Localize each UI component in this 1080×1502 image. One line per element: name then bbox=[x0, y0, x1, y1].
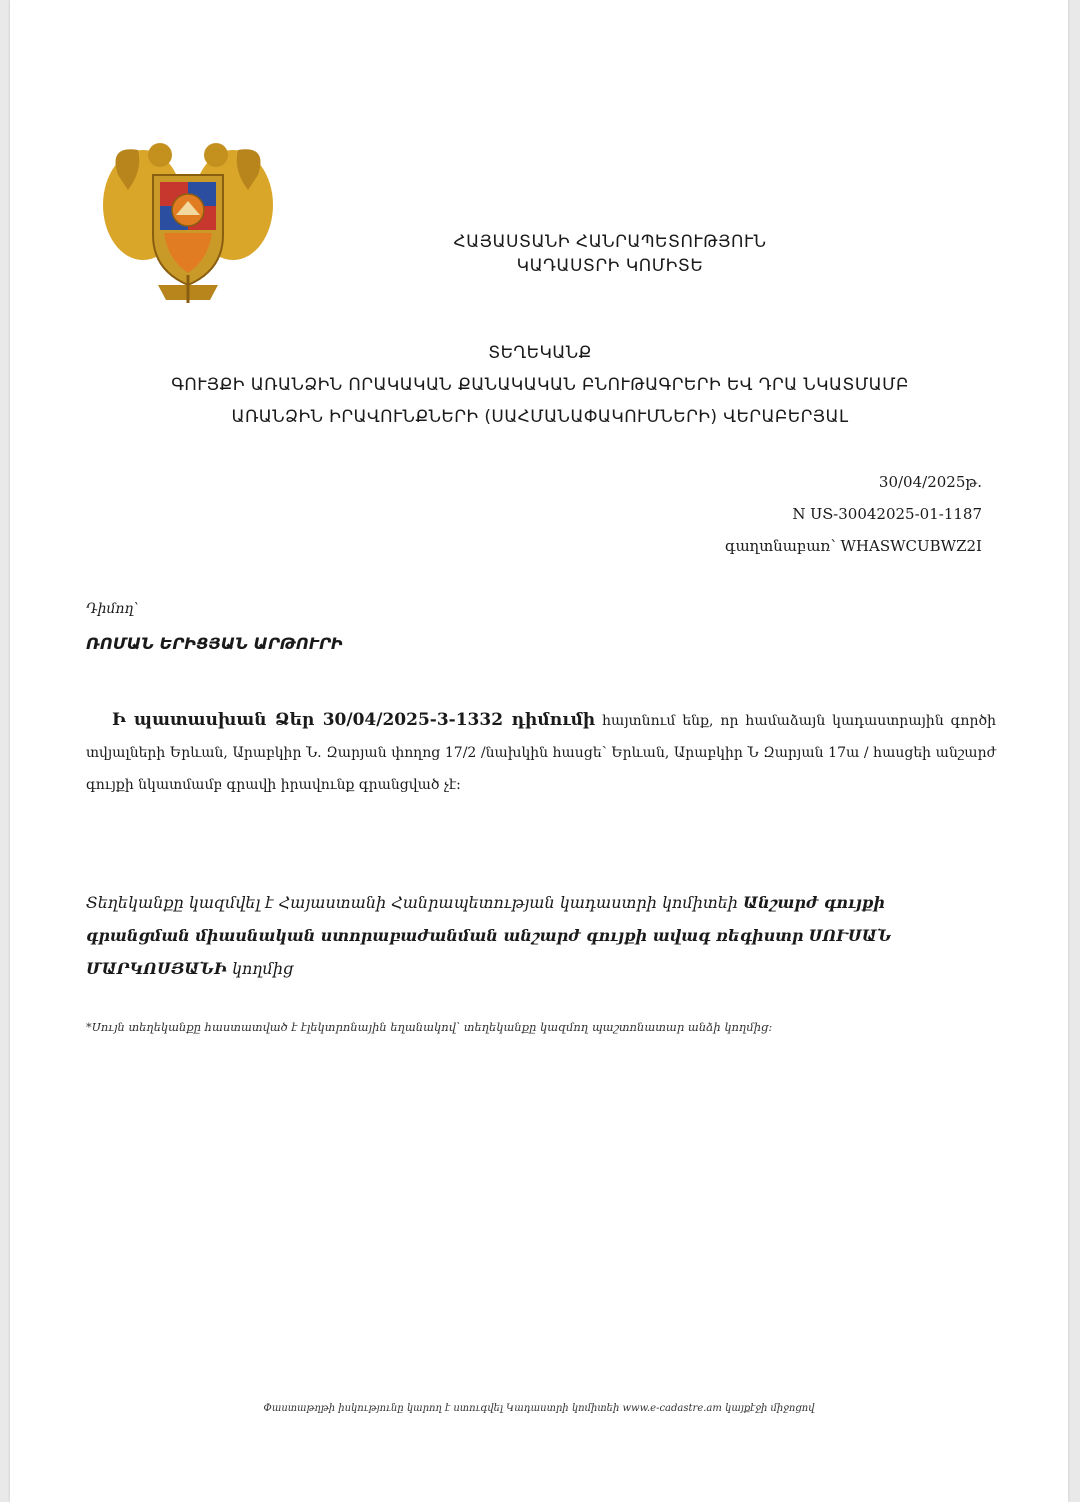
issued-tail: կողմից bbox=[231, 959, 294, 978]
doc-number: N ՍՏ-30042025-01-1187 bbox=[792, 505, 982, 523]
body-text: հայտնում ենք, որ համաձայն կադաստրային գործի տվյալների Երևան, Արաբկիր Ն. Զարյան փողոց 17/2 /նախկին հասցե՝ Երևան, Արաբկիր Ն Զարյան 17ա / հասցեի անշարժ գույքի նկատմամբ գրավի իրավունք գրանցված չէ: bbox=[86, 713, 996, 793]
issued-by-paragraph bbox=[86, 886, 986, 985]
document-page bbox=[10, 0, 1068, 1502]
recipient-name: ՌՈՄԱՆ ԵՐԻՑՅԱՆ ԱՐԹՈՒՐԻ bbox=[86, 634, 343, 653]
doc-password: գաղտնաբառ՝ WHASWCUBWZ2I bbox=[725, 537, 982, 555]
org-name-line2: ԿԱԴԱՍՏՐԻ ԿՈՄԻՏԵ bbox=[516, 256, 704, 276]
recipient-label: Դիմող՝ bbox=[86, 601, 139, 617]
doc-title: ՏԵՂԵԿԱՆՔ bbox=[488, 343, 592, 363]
issued-officer: ՍՈՒՍԱՆ ՄԱՐԿՈՍՅԱՆԻ bbox=[86, 926, 892, 978]
electronic-approval-note: *Սույն տեղեկանքը հաստատված է էլեկտրոնային եղանակով՝ տեղեկանքը կազմող պաշտոնատար անձի կողմից: bbox=[86, 1020, 773, 1034]
body-paragraph bbox=[86, 704, 996, 801]
body-lead: Ի պատասխան Ձեր 30/04/2025-3-1332 դիմումի bbox=[112, 710, 596, 730]
issued-unit: Անշարժ գույքի գրանցման միասնական ստորաբաժանման անշարժ գույքի ավագ ռեգիստր bbox=[86, 893, 886, 945]
doc-date: 30/04/2025թ. bbox=[878, 473, 982, 491]
doc-subtitle-line2: ԱՌԱՆՁԻՆ ԻՐԱՎՈՒՆՔՆԵՐԻ (ՍԱՀՄԱՆԱՓԱԿՈՒՄՆԵՐԻ) ՎԵՐԱԲԵՐՅԱԼ bbox=[231, 407, 849, 427]
verification-footer: Փաստաթղթի իսկությունը կարող է ստուգվել Կադաստրի կոմիտեի www.e-cadastre.am կայքէջի միջոցով bbox=[263, 1403, 815, 1414]
org-name-line1: ՀԱՅԱՍՏԱՆԻ ՀԱՆՐԱՊԵՏՈՒԹՅՈՒՆ bbox=[453, 232, 767, 252]
coat-of-arms-emblem bbox=[98, 135, 278, 305]
issued-text: Տեղեկանքը կազմվել է Հայաստանի Հանրապետության կադաստրի կոմիտեի bbox=[86, 893, 738, 912]
doc-subtitle-line1: ԳՈՒՅՔԻ ԱՌԱՆՁԻՆ ՈՐԱԿԱԿԱՆ ՔԱՆԱԿԱԿԱՆ ԲՆՈՒԹԱԳՐԵՐԻ ԵՎ ԴՐԱ ՆԿԱՏՄԱՄԲ bbox=[171, 375, 909, 395]
